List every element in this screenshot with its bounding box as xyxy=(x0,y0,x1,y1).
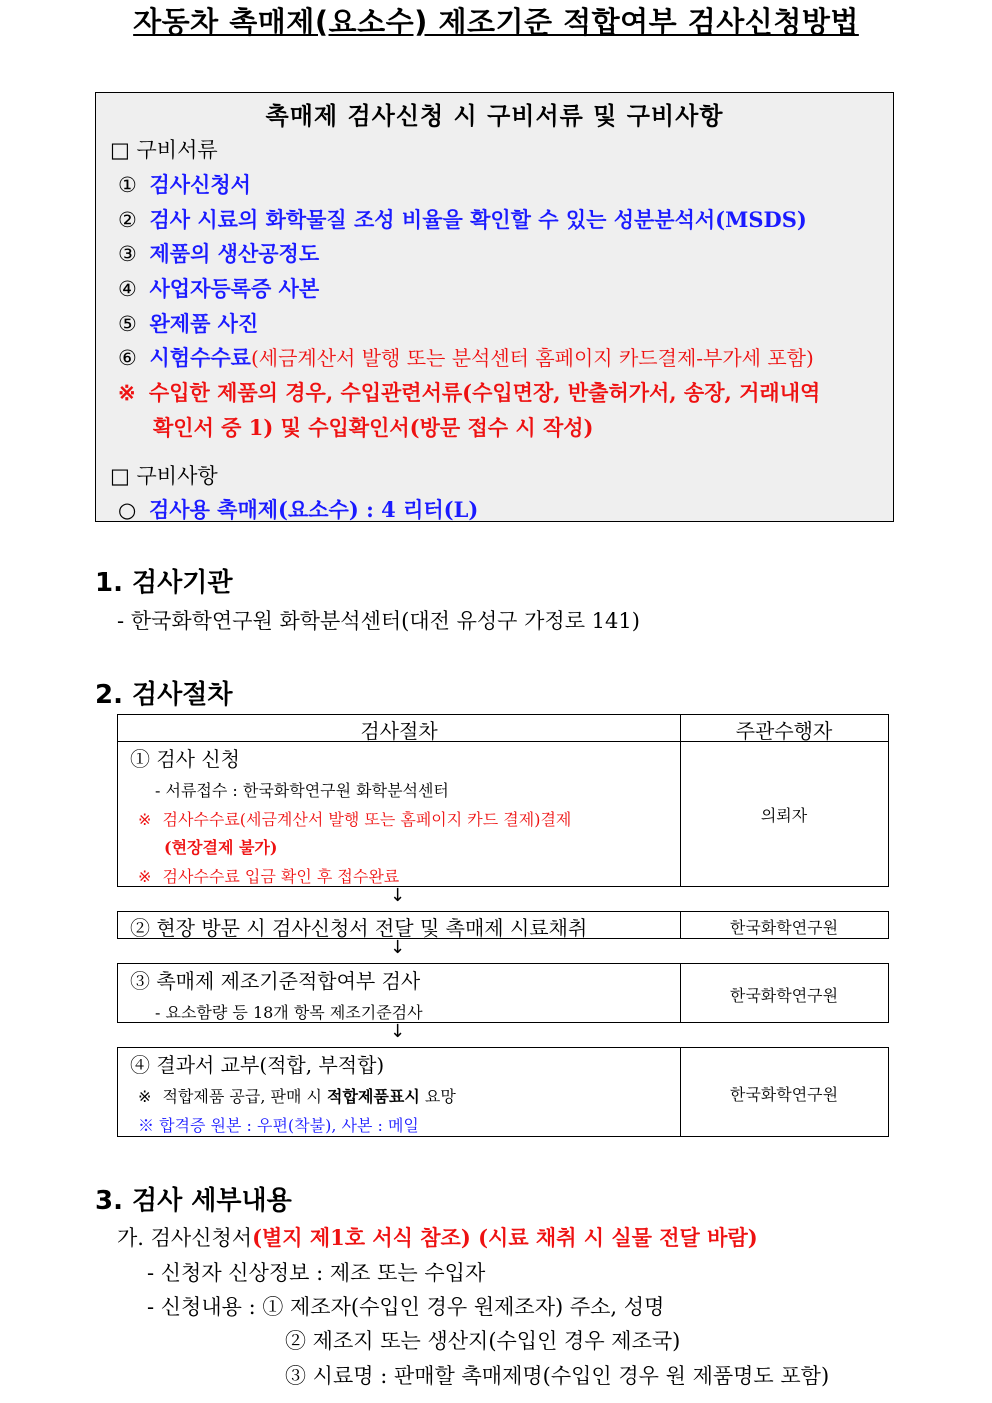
procedure-step3 xyxy=(117,963,889,1023)
arrow-down-icon: ↓ xyxy=(390,1021,406,1042)
doc-item-num: ⑤ xyxy=(118,312,137,336)
step1-line4 xyxy=(138,864,399,887)
doc-item-text: 검사신청서 xyxy=(149,172,251,197)
step1-line3: (현장결제 불가) xyxy=(164,838,278,857)
requirements-box-title: 촉매제 검사신청 시 구비서류 및 구비사항 xyxy=(265,101,724,130)
section1-text: - 한국화학연구원 화학분석센터(대전 유성구 가정로 141) xyxy=(117,609,640,633)
step1-line2 xyxy=(138,807,571,830)
arrow-down-icon: ↓ xyxy=(390,937,406,958)
doc-item-4 xyxy=(118,273,319,303)
step1-line4-text: 검사수수료 입금 확인 후 접수완료 xyxy=(162,867,400,886)
arrow-down-icon: ↓ xyxy=(390,885,406,906)
note-mark: ※ xyxy=(138,867,152,886)
doc-item-num: ② xyxy=(118,208,137,232)
col-header-procedure: 검사절차 xyxy=(360,719,438,743)
step4-line1 xyxy=(138,1084,456,1107)
import-note-line2: 확인서 중 1) 및 수입확인서(방문 접수 시 작성) xyxy=(153,415,594,440)
doc-item-num: ⑥ xyxy=(118,346,137,370)
step4-line2: ※ 합격증 원본 : 우편(착불), 사본 : 메일 xyxy=(138,1116,419,1135)
import-note-line1 xyxy=(118,377,820,407)
step2-title: ② 현장 방문 시 검사신청서 전달 및 촉매제 시료채취 xyxy=(130,916,588,940)
step4-title: ④ 결과서 교부(적합, 부적합) xyxy=(130,1053,385,1077)
required-item-text: 검사용 촉매제(요소수) : 4 리터(L) xyxy=(149,497,479,522)
page-title: 자동차 촉매제(요소수) 제조기준 적합여부 검사신청방법 xyxy=(133,5,859,39)
import-note-mark: ※ xyxy=(118,380,136,405)
step3-title: ③ 촉매제 제조기준적합여부 검사 xyxy=(130,969,421,993)
doc-item-6 xyxy=(118,342,814,372)
step3-performer: 한국화학연구원 xyxy=(729,986,839,1005)
col-header-performer: 주관수행자 xyxy=(735,719,833,743)
section1-heading: 1. 검사기관 xyxy=(95,568,233,598)
import-note-text: 수입한 제품의 경우, 수입관련서류(수입면장, 반출허가서, 송장, 거래내역 xyxy=(148,380,821,405)
doc-item-num: ④ xyxy=(118,277,137,301)
required-item-1 xyxy=(118,494,478,524)
step2-performer: 한국화학연구원 xyxy=(729,918,839,937)
doc-item-text: 제품의 생산공정도 xyxy=(149,241,320,266)
procedure-step4 xyxy=(117,1047,889,1137)
doc-item-num: ① xyxy=(118,173,137,197)
items-header: □ 구비사항 xyxy=(110,464,218,488)
doc-item-1 xyxy=(118,169,251,199)
section3-heading: 3. 검사 세부내용 xyxy=(95,1186,292,1216)
step1-line2-text: 검사수수료(세금계산서 발행 또는 홈페이지 카드 결제)결제 xyxy=(162,810,572,829)
section3-line1: - 신청자 신상정보 : 제조 또는 수입자 xyxy=(147,1261,486,1285)
section3-line2: - 신청내용 : ① 제조자(수입인 경우 원제조자) 주소, 성명 xyxy=(147,1295,665,1319)
doc-item-3 xyxy=(118,238,319,268)
procedure-table xyxy=(117,714,889,887)
doc-item-note: (세금계산서 발행 또는 분석센터 홈페이지 카드결제-부가세 포함) xyxy=(250,346,814,370)
section3-line4: ③ 시료명 : 판매할 촉매제명(수입인 경우 원 제품명도 포함) xyxy=(285,1364,830,1388)
doc-item-2 xyxy=(118,204,807,234)
procedure-step2 xyxy=(117,911,889,939)
required-item-num: ○ xyxy=(118,498,137,522)
doc-item-text: 완제품 사진 xyxy=(149,311,259,336)
doc-item-text: 시험수수료 xyxy=(149,345,251,370)
step1-title: ① 검사 신청 xyxy=(130,747,240,771)
step4-performer: 한국화학연구원 xyxy=(729,1085,839,1104)
step3-line1: - 요소함량 등 18개 항목 제조기준검사 xyxy=(155,1003,423,1022)
section3-ga-red: (별지 제1호 서식 참조) (시료 채취 시 실물 전달 바람) xyxy=(252,1225,758,1250)
step4-line1-b: 적합제품표시 xyxy=(327,1087,420,1106)
doc-item-text: 사업자등록증 사본 xyxy=(149,276,320,301)
step4-line1-a: 적합제품 공급, 판매 시 xyxy=(162,1087,322,1106)
note-mark: ※ xyxy=(138,810,152,829)
section2-heading: 2. 검사절차 xyxy=(95,680,233,710)
step1-line1: - 서류접수 : 한국화학연구원 화학분석센터 xyxy=(155,781,449,800)
step4-line1-c: 요망 xyxy=(424,1087,456,1106)
docs-header: □ 구비서류 xyxy=(110,138,218,162)
doc-item-num: ③ xyxy=(118,242,137,266)
step1-performer: 의뢰자 xyxy=(760,806,808,825)
section3-line3: ② 제조지 또는 생산지(수입인 경우 제조국) xyxy=(285,1329,681,1353)
section3-ga xyxy=(117,1222,758,1252)
doc-item-5 xyxy=(118,308,258,338)
section3-ga-prefix: 가. 검사신청서 xyxy=(117,1226,253,1250)
doc-item-text: 검사 시료의 화학물질 조성 비율을 확인할 수 있는 성분분석서(MSDS) xyxy=(149,207,807,232)
note-mark: ※ xyxy=(138,1087,152,1106)
